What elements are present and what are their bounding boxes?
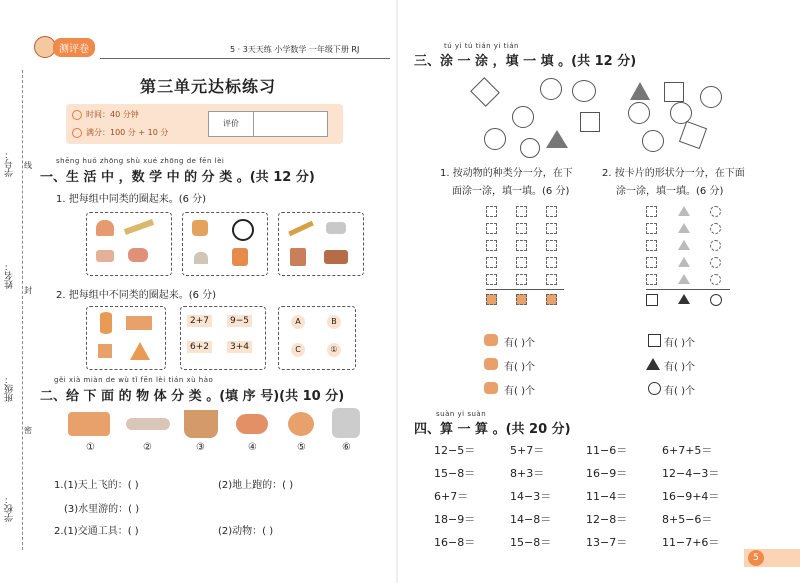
series-line: 5 · 3天天练 小学数学 一年级下册 RJ	[230, 45, 360, 54]
cow-icon	[332, 408, 360, 438]
calc-cell[interactable]: 15−8＝	[510, 536, 552, 549]
square-swatch	[648, 334, 661, 347]
sec2-line-1a[interactable]: 1.(1)天上飞的：( )	[54, 480, 139, 491]
expr-2: 9−5	[227, 315, 252, 327]
calc-cell[interactable]: 14−8＝	[510, 513, 552, 526]
calc-grid	[434, 442, 754, 557]
count-field-square[interactable]: 有( )个	[664, 338, 695, 349]
sec1-pinyin: shēng huó zhōng shù xué zhōng de fēn lèi	[56, 157, 225, 165]
calc-cell[interactable]: 18−9＝	[434, 513, 476, 526]
expr-1: 2+7	[187, 315, 212, 327]
item-num-6: ⑥	[342, 442, 351, 453]
class-label: 班级：	[5, 375, 15, 402]
sec3-q2b: 涂一涂，填一填。(6 分)	[616, 186, 724, 197]
sec1-q1: 1. 把每组中同类的圈起来。(6 分)	[56, 194, 207, 205]
circle-swatch	[648, 382, 661, 395]
letter-c: C	[291, 343, 305, 357]
sec3-q2a: 2. 按卡片的形状分一分，在下面	[602, 168, 745, 179]
letter-group-box[interactable]	[278, 306, 356, 370]
clock-icon	[72, 110, 82, 120]
calc-cell[interactable]: 15−8＝	[434, 467, 476, 480]
sec2-pinyin: gěi xià miàn de wù tǐ fēn lèi tián xù hào	[54, 376, 214, 384]
calc-cell[interactable]: 8+5−6＝	[662, 513, 713, 526]
toy-car-icon	[326, 222, 346, 234]
animal-card-6	[484, 128, 506, 150]
bag-icon	[192, 220, 208, 236]
animal-card-1	[470, 77, 500, 107]
info-panel	[66, 104, 343, 144]
shape-grid[interactable]	[646, 206, 730, 316]
item-num-4: ④	[248, 442, 257, 453]
sec1-q2: 2. 把每组中不同类的圈起来。(6 分)	[56, 290, 217, 301]
shape-card-5	[670, 102, 692, 124]
calc-cell[interactable]: 16−9＝	[586, 467, 628, 480]
sec3-pinyin: tú yi tú tián yi tián	[444, 42, 519, 50]
expression-group-box[interactable]	[180, 306, 266, 370]
school-label: 学校：	[5, 495, 15, 522]
page-title: 第三单元达标练习	[140, 77, 277, 96]
shape-card-7	[679, 121, 707, 149]
fish-icon	[288, 412, 314, 436]
count-field-animal-2[interactable]: 有( )个	[504, 362, 535, 373]
calc-cell[interactable]: 14−3＝	[510, 490, 552, 503]
shape-card-1	[630, 82, 650, 100]
calc-cell[interactable]: 11−6＝	[586, 444, 628, 457]
animal-card-3	[572, 80, 596, 102]
rating-label: 评价	[209, 112, 254, 136]
badge-label: 测评卷	[53, 38, 95, 57]
animal-grid[interactable]	[486, 206, 562, 316]
shape-card-2	[664, 82, 684, 102]
triangle-swatch	[646, 358, 660, 370]
cuboid-icon	[126, 316, 152, 330]
letter-a: A	[291, 315, 305, 329]
calc-row-3	[434, 488, 754, 511]
ship-icon	[184, 410, 218, 438]
letter-b: B	[327, 315, 341, 329]
hat-icon	[96, 220, 114, 236]
item-num-5: ⑤	[297, 442, 306, 453]
margin-line-mark: 线	[24, 161, 32, 170]
letter-circled-one: ①	[327, 343, 341, 357]
fan-icon	[194, 252, 208, 264]
margin-seal-mark: 封	[24, 286, 32, 295]
score-icon	[72, 128, 82, 138]
rating-blank[interactable]	[254, 112, 327, 136]
sec1-title: 一、生 活 中 ，数 学 中 的 分 类 。(共 12 分)	[40, 170, 315, 185]
count-field-animal-1[interactable]: 有( )个	[504, 338, 535, 349]
animal-card-4	[512, 106, 534, 128]
student-id-label: 学号：	[5, 150, 15, 177]
animal-card-2	[540, 78, 562, 100]
animal-swatch-3	[484, 382, 498, 394]
truck-icon	[324, 250, 348, 264]
animal-card-7	[546, 130, 568, 148]
cone-icon	[130, 342, 150, 360]
item-num-1: ①	[86, 442, 95, 453]
calc-cell[interactable]: 12−5＝	[434, 444, 476, 457]
animal-card-8	[520, 138, 540, 158]
calc-cell[interactable]: 11−7+6＝	[662, 536, 720, 549]
animal-card-5	[580, 112, 600, 132]
calc-cell[interactable]: 16−8＝	[434, 536, 476, 549]
center-fold	[396, 0, 398, 583]
airplane-icon	[126, 418, 170, 430]
calc-cell[interactable]: 6+7+5＝	[662, 444, 713, 457]
calc-cell[interactable]: 13−7＝	[586, 536, 628, 549]
calc-row-5	[434, 534, 754, 557]
count-field-animal-3[interactable]: 有( )个	[504, 386, 535, 397]
page-number: 5	[748, 550, 764, 566]
calc-row-1	[434, 442, 754, 465]
animal-swatch-2	[484, 358, 498, 370]
rabbit-icon	[236, 414, 268, 434]
calc-cell[interactable]: 11−4＝	[586, 490, 628, 503]
item-num-3: ③	[196, 442, 205, 453]
shape-card-4	[628, 102, 650, 124]
binding-margin	[0, 0, 36, 583]
calc-cell[interactable]: 6+7＝	[434, 490, 469, 503]
sec4-pinyin: suàn yi suàn	[436, 410, 487, 418]
sec2-line-1b[interactable]: (2)地上跑的：( )	[218, 480, 294, 491]
calc-cell[interactable]: 12−4−3＝	[662, 467, 720, 480]
header-badge	[34, 36, 95, 58]
header-rule	[100, 58, 390, 59]
notebook-icon	[290, 248, 306, 266]
page-number-tab	[744, 549, 800, 567]
score-text: 满分：100 分 + 10 分	[86, 128, 169, 137]
expr-3: 6+2	[187, 341, 212, 353]
count-field-circle[interactable]: 有( )个	[664, 386, 695, 397]
calc-row-2	[434, 465, 754, 488]
sec2-line-1c[interactable]: (3)水里游的：( )	[64, 504, 140, 515]
margin-secret-mark: 密	[24, 426, 32, 435]
sec4-title: 四、算 一 算 。(共 20 分)	[414, 422, 571, 437]
time-text: 时间：40 分钟	[86, 110, 139, 119]
group-box-3[interactable]	[278, 212, 364, 276]
gloves-icon	[128, 248, 148, 262]
sec2-title: 二、给 下 面 的 物 体 分 类 。(填 序 号)(共 10 分)	[40, 389, 345, 404]
sec2-line-2a[interactable]: 2.(1)交通工具：( )	[54, 526, 139, 537]
item-num-2: ②	[143, 442, 152, 453]
sec2-line-2b[interactable]: (2)动物：( )	[218, 526, 274, 537]
cube-icon	[98, 344, 112, 358]
sec3-q1b: 面涂一涂，填一填。(6 分)	[452, 186, 570, 197]
shape-card-3	[700, 86, 722, 108]
sec3-title: 三、涂 一 涂 ，填 一 填 。(共 12 分)	[414, 54, 637, 69]
count-field-triangle[interactable]: 有( )个	[664, 362, 695, 373]
sec3-q1a: 1. 按动物的种类分一分，在下	[440, 168, 573, 179]
scarf-icon	[96, 250, 114, 262]
shape-card-6	[642, 130, 664, 152]
animal-swatch-1	[484, 334, 498, 346]
student-name-label: 姓名：	[5, 262, 15, 289]
calc-cell[interactable]: 16−9+4＝	[662, 490, 720, 503]
cylinder-icon	[100, 312, 112, 334]
calc-row-4	[434, 511, 754, 534]
rating-box	[208, 111, 328, 137]
calc-cell[interactable]: 12−8＝	[586, 513, 628, 526]
jar-icon	[232, 248, 248, 266]
calc-cell[interactable]: 8+3＝	[510, 467, 545, 480]
expr-4: 3+4	[227, 341, 252, 353]
calc-cell[interactable]: 5+7＝	[510, 444, 545, 457]
soccer-ball-icon	[232, 219, 254, 241]
bus-icon	[68, 412, 110, 436]
